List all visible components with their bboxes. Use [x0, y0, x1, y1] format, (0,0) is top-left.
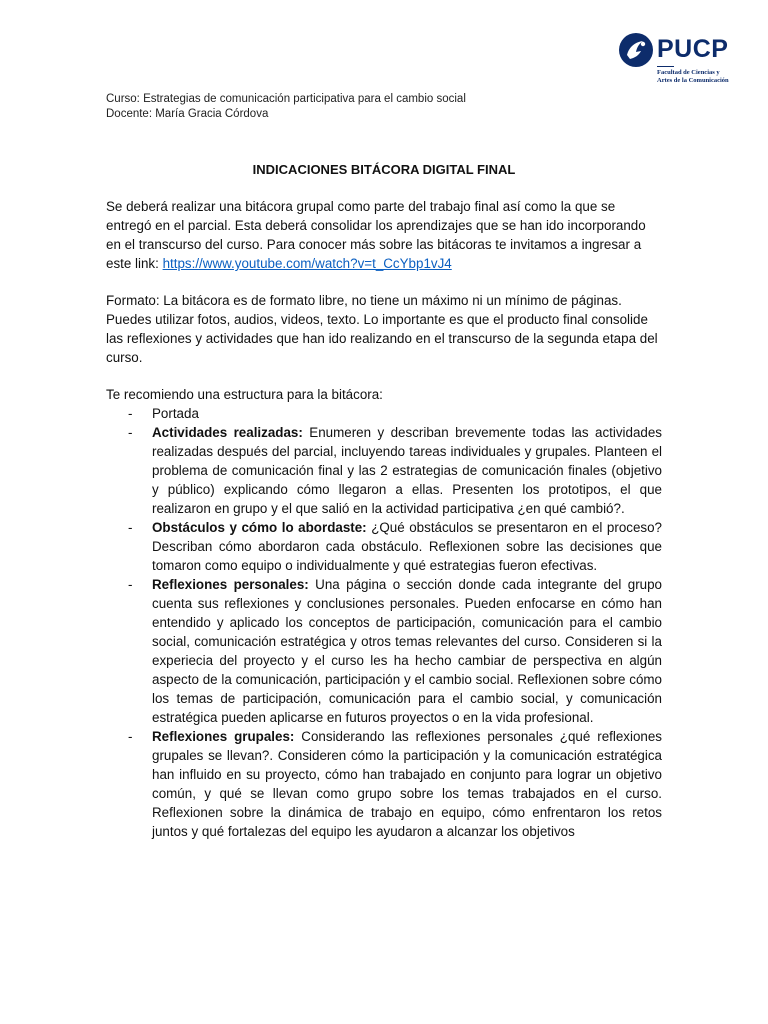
list-dash: - [128, 577, 133, 592]
list-item-heading: Reflexiones grupales: [152, 729, 295, 744]
list-item-activities [106, 423, 662, 518]
logo-subtitle-line-2: Artes de la Comunicación [657, 77, 729, 84]
list-item-text: Enumeren y describan brevemente todas las actividades realizadas después del parcial, incluyendo tareas individuales y grupales. Planteen el problema de comunicación final y las 2 estrategias de comunicación finales (objetivo y público) explicando cómo llegaron a ellas. Presenten los prototipos, el que realizaron en grupo y el que salió en la actividad participativa ¿en qué cambió?. [152, 425, 662, 516]
list-dash: - [128, 406, 133, 421]
list-item-text: Considerando las reflexiones personales ¿qué reflexiones grupales se llevan?. Consideren cómo la participación y la comunicación estratégica han influido en su proyecto, cómo han trabajado en conjunto para lograr un objetivo común, y qué se llevan como grupo sobre los temas trabajados en el curso. Reflexionen sobre la dinámica de trabajo en equipo, cómo enfrentaron los retos juntos y qué fortalezas del equipo les ayudaron a alcanzar los objetivos [152, 729, 662, 839]
list-item-text: Portada [152, 406, 199, 421]
list-dash: - [128, 425, 133, 440]
pucp-emblem-icon [619, 33, 653, 67]
list-item-group-reflections [106, 727, 662, 841]
structure-intro: Te recomiendo una estructura para la bitácora: [106, 387, 383, 402]
format-paragraph: Formato: La bitácora es de formato libre, no tiene un máximo ni un mínimo de páginas. Puedes utilizar fotos, audios, videos, texto. Lo importante es que el producto final consolide las reflexiones y actividades que han ido realizando en el transcurso de la segunda etapa del curso. [106, 293, 658, 365]
intro-text: Se deberá realizar una bitácora grupal como parte del trabajo final así como la que se entregó en el parcial. Esta deberá consolidar los aprendizajes que se han ido incorporando en el transcurso del curso. Para conocer más sobre las bitácoras te invitamos a ingresar a este link: [106, 199, 646, 271]
intro-paragraph [106, 197, 662, 273]
list-dash: - [128, 729, 133, 744]
list-item-text: ¿Qué obstáculos se presentaron en el proceso? Describan cómo abordaron cada obstáculo. Reflexionen sobre las decisiones que tomaron como equipo o individualmente y qué estrategias fueron efectivas. [152, 520, 662, 573]
course-name: Curso: Estrategias de comunicación participativa para el cambio social [106, 93, 466, 105]
logo-subtitle [657, 69, 757, 85]
list-dash: - [128, 520, 133, 535]
list-item-personal-reflections [106, 575, 662, 727]
youtube-link[interactable]: https://www.youtube.com/watch?v=t_CcYbp1vJ4 [162, 256, 452, 271]
list-item-heading: Actividades realizadas: [152, 425, 303, 440]
structure-list [106, 404, 662, 841]
pucp-logo [619, 30, 749, 90]
course-info [106, 92, 466, 122]
list-item-heading: Obstáculos y cómo lo abordaste: [152, 520, 367, 535]
logo-wordmark: PUCP [657, 35, 729, 63]
list-item-text: Una página o sección donde cada integrante del grupo cuenta sus reflexiones y conclusiones personales. Pueden enfocarse en cómo han entendido y aplicado los conceptos de participación, comunicación para el cambio social, comunicación estratégica y otros temas relevantes del curso. Consideren si la experiecia del proyecto y el curso les ha hecho cambiar de perspectiva en algún aspecto de la comunicación, participación y el cambio social. Reflexionen sobre cómo los temas de participación, comunicación para el cambio social, y comunicación estratégica pueden aplicarse en futuros proyectos o en la vida profesional. [152, 577, 662, 725]
teacher-name: Docente: María Gracia Córdova [106, 108, 269, 120]
list-item-cover [106, 404, 662, 423]
document-title: INDICACIONES BITÁCORA DIGITAL FINAL [252, 162, 516, 177]
logo-subtitle-line-1: Facultad de Ciencias y [657, 69, 720, 76]
list-item-obstacles [106, 518, 662, 575]
logo-divider [657, 66, 674, 67]
list-item-heading: Reflexiones personales: [152, 577, 309, 592]
